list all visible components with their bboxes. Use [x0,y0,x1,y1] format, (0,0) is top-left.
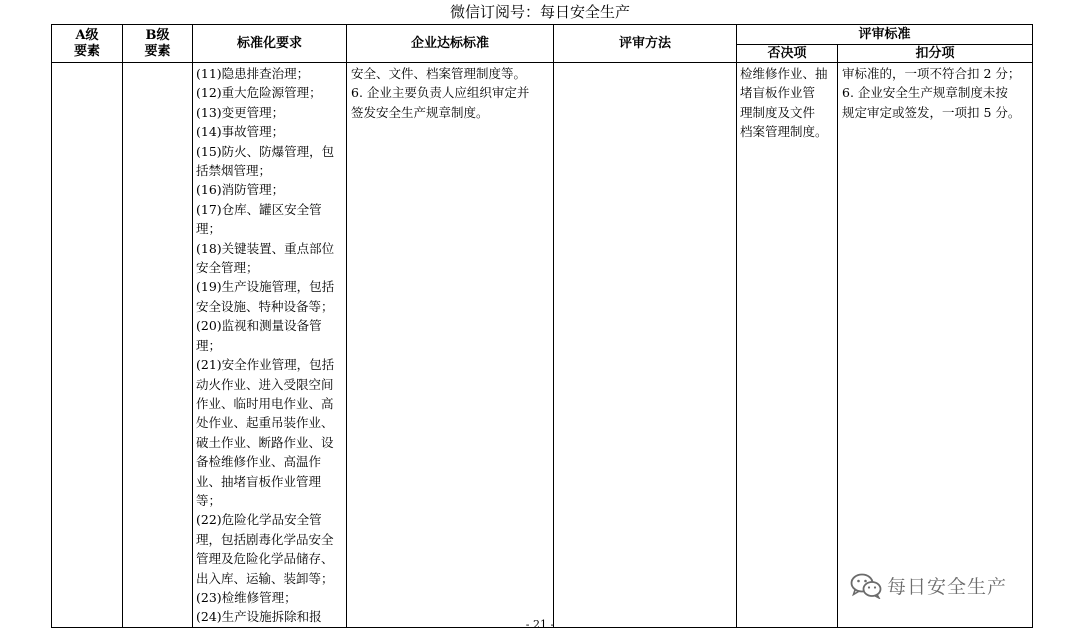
cell-veto [737,63,838,628]
cell-a-element [52,63,123,628]
header-requirement: 标准化要求 [193,25,347,63]
cell-enterprise-standard [347,63,554,628]
requirement-line: 动火作业、进入受限空间 [196,376,334,392]
deduction-line: 审标准的，一项不符合扣 2 分； [842,66,1021,81]
header-b-element [123,25,193,63]
standards-table [51,24,1033,628]
veto-line: 检维修作业、抽 [740,66,828,81]
header-b-element-line-2: 要素 [144,43,171,59]
requirement-line: (23)检维修管理； [196,589,297,605]
requirement-line: (13)变更管理； [196,104,285,120]
page-number: - 21 - [525,618,555,631]
requirement-line: 理，包括剧毒化学品安全 [196,531,334,547]
requirement-line: 作业、临时用电作业、高 [196,395,334,411]
header-enterprise-standard: 企业达标标准 [347,25,554,63]
cell-review-method [554,63,737,628]
header-a-element [52,25,123,63]
deduction-line: 规定审定或签发，一项扣 5 分。 [842,104,1021,120]
veto-line: 档案管理制度。 [740,124,828,140]
header-review-criteria: 评审标准 [737,25,1033,45]
enterprise-standard-line: 签发安全生产规章制度。 [351,104,489,120]
requirement-line: (22)危险化学品安全管 [196,512,322,528]
requirement-line: 安全设施、特种设备等； [196,298,334,314]
cell-deduction [838,63,1033,628]
requirement-line: 备检维修作业、高温作 [196,454,322,470]
requirement-line: (18)关键装置、重点部位 [196,240,335,256]
deduction-line: 6. 企业安全生产规章制度未按 [842,85,1008,101]
wechat-icon [850,573,882,599]
requirement-line: (14)事故管理； [196,124,285,140]
requirement-line: 安全管理； [196,260,259,276]
requirement-line: (15)防火、防爆管理，包 [196,143,335,159]
requirement-line: 出入库、运输、装卸等； [196,570,334,586]
cell-b-element [123,63,193,628]
requirement-line: (21)安全作业管理，包括 [196,357,335,373]
watermark-text: 每日安全生产 [887,576,1008,598]
cell-requirement [193,63,347,628]
requirement-line: (12)重大危险源管理； [196,85,322,101]
requirement-line: (24)生产设施拆除和报 [196,609,322,625]
header-veto: 否决项 [737,45,838,63]
header-deduction: 扣分项 [838,45,1033,63]
requirement-line: 管理及危险化学品储存、 [196,551,334,567]
requirement-line: 业、抽堵盲板作业管理 [196,473,322,489]
requirement-line: (11)隐患排查治理； [196,66,310,81]
enterprise-standard-line: 安全、文件、档案管理制度等。 [351,66,527,81]
header-title: 微信订阅号：每日安全生产 [449,3,630,21]
requirement-line: 破土作业、断路作业、设 [196,434,334,450]
requirement-line: 理； [196,221,222,237]
requirement-line: (19)生产设施管理，包括 [196,279,335,295]
requirement-line: (17)仓库、罐区安全管 [196,201,322,217]
table-row [52,63,1033,628]
watermark [848,572,1009,599]
requirement-line: 等； [196,492,222,508]
requirement-line: (20)监视和测量设备管 [196,318,322,334]
requirement-line: 理； [196,337,222,353]
header-a-element-line-1: A级 [75,27,99,43]
veto-line: 堵盲板作业管 [740,85,816,101]
veto-line: 理制度及文件 [740,104,816,120]
header-b-element-line-1: B级 [145,27,170,43]
header-review-method: 评审方法 [554,25,737,63]
requirement-line: 括禁烟管理； [196,163,272,179]
requirement-line: (16)消防管理； [196,182,285,198]
header-a-element-line-2: 要素 [73,43,100,59]
enterprise-standard-line: 6. 企业主要负责人应组织审定并 [351,85,530,101]
requirement-line: 处作业、起重吊装作业、 [196,415,334,431]
